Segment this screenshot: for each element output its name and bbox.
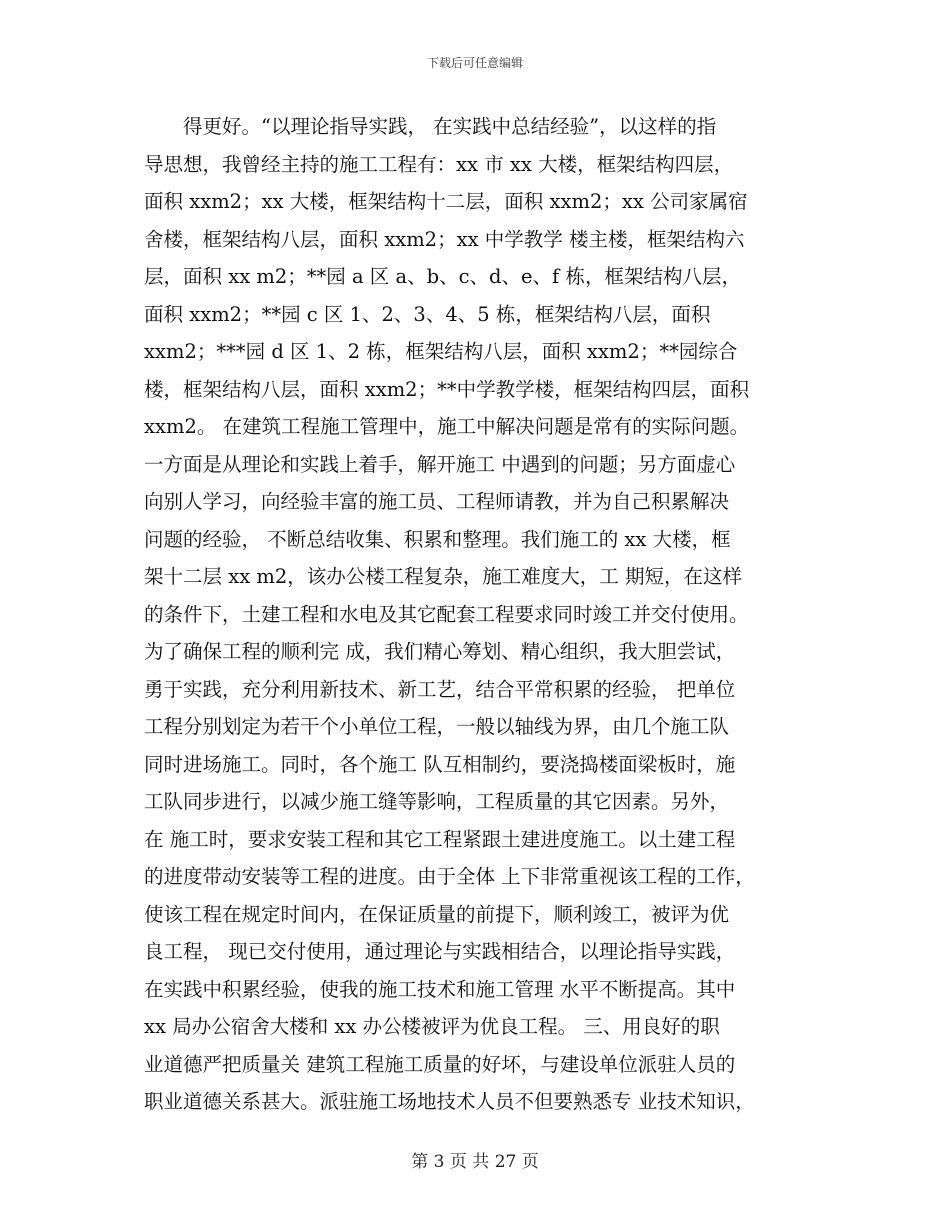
body-line: 的条件下，土建工程和水电及其它配套工程要求同时竣工并交付使用。 [144,602,749,626]
body-line: 使该工程在规定时间内，在保证质量的前提下，顺利竣工，被评为优 [144,902,730,926]
body-line: 向别人学习，向经验丰富的施工员、工程师请教，并为自己积累解决 [144,490,730,513]
body-line: 良工程， 现已交付使用，通过理论与实践相结合，以理论指导实践， [144,940,736,963]
body-line: xx 局办公宿舍大楼和 xx 办公楼被评为优良工程。 三、用良好的职 [144,1015,720,1038]
body-line: 架十二层 xx m2，该办公楼工程复杂，施工难度大，工 期短，在这样 [144,565,742,588]
body-line: 的进度带动安装等工程的进度。由于全体 上下非常重视该工程的工作， [144,865,755,888]
body-line: 导思想，我曾经主持的施工工程有：xx 市 xx 大楼，框架结构四层， [144,152,734,176]
body-line: 得更好。“以理论指导实践， 在实践中总结经验”，以这样的指 [144,115,717,138]
page-number-footer: 第 3 页 共 27 页 [411,1152,539,1172]
body-line: 楼，框架结构八层，面积 xxm2；**中学教学楼，框架结构四层，面积 [144,377,750,401]
body-line: xxm2。 在建筑工程施工管理中，施工中解决问题是常有的实际问题。 [144,415,750,438]
body-line: 业道德严把质量关 建筑工程施工质量的好坏，与建设单位派驻人员的 [144,1052,736,1076]
body-line: 舍楼，框架结构八层，面积 xxm2；xx 中学教学 楼主楼，框架结构六 [144,227,745,251]
body-line: 面积 xxm2；**园 c 区 1、2、3、4、5 栋，框架结构八层，面积 [144,302,711,326]
body-line: 一方面是从理论和实践上着手，解开施工 中遇到的问题；另方面虚心 [144,452,736,476]
body-line: 层，面积 xx m2；**园 a 区 a、b、c、d、e、f 栋，框架结构八层， [144,265,741,288]
document-body [144,108,824,1121]
body-line: 职业道德关系甚大。派驻施工场地技术人员不但要熟悉专 业技术知识， [144,1090,755,1113]
body-line: 在 施工时，要求安装工程和其它工程紧跟土建进度施工。以土建工程 [144,827,736,851]
body-line: 为了确保工程的顺利完 成，我们精心筹划、精心组织，我大胆尝试， [144,640,736,663]
body-line: 面积 xxm2；xx 大楼，框架结构十二层，面积 xxm2；xx 公司家属宿 [144,190,748,213]
body-line: 工程分别划定为若干个小单位工程，一般以轴线为界，由几个施工队 [144,715,730,738]
body-line: xxm2；***园 d 区 1、2 栋，框架结构八层，面积 xxm2；**园综合 [144,340,738,363]
body-line: 在实践中积累经验，使我的施工技术和施工管理 水平不断提高。其中 [144,977,736,1001]
body-line: 问题的经验， 不断总结收集、积累和整理。我们施工的 xx 大楼，框 [144,527,731,551]
body-line: 同时进场施工。同时，各个施工 队互相制约，要浇捣楼面梁板时，施 [144,752,736,776]
page-header: 下载后可任意编辑 [426,56,523,70]
body-line: 工队同步进行，以减少施工缝等影响，工程质量的其它因素。另外， [144,790,730,813]
body-line: 勇于实践，充分利用新技术、新工艺，结合平常积累的经验， 把单位 [144,677,736,701]
